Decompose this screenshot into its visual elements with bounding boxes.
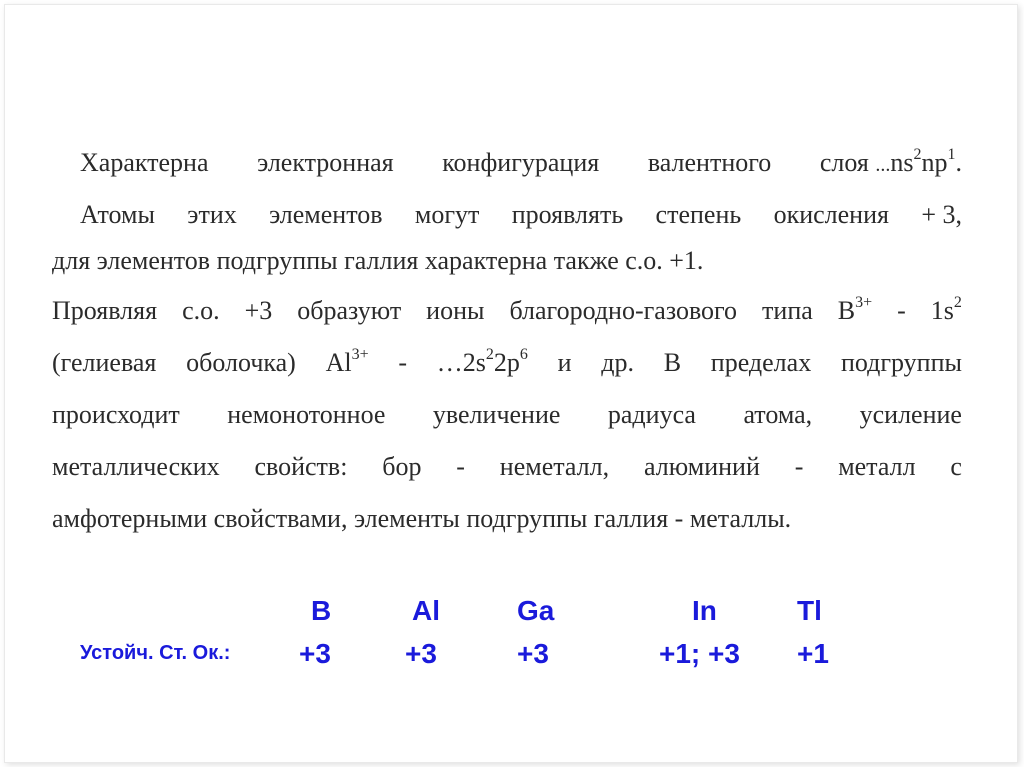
word: валентного [647, 148, 772, 177]
config-text: 1s [930, 296, 954, 325]
word: металл [838, 452, 916, 481]
word: увеличение [432, 400, 561, 429]
element-in: In [692, 595, 717, 626]
word: проявлять [511, 200, 624, 229]
word: алюминий [643, 452, 760, 481]
ion-al [326, 347, 369, 379]
paragraph-line-1 [52, 147, 962, 179]
ion-b [838, 295, 872, 327]
word: образуют [297, 296, 402, 325]
word: степень [655, 200, 742, 229]
element-b: B [311, 595, 332, 626]
formula-np-sup: 1 [947, 146, 956, 164]
word: - [794, 452, 804, 481]
word: элементов [269, 200, 383, 229]
word: ионы [426, 296, 485, 325]
formula-ns: ns [890, 148, 914, 177]
state-al: +3 [405, 638, 437, 669]
word: +3 [244, 296, 273, 325]
word: слоя [819, 148, 869, 177]
word: металлических [52, 452, 220, 481]
word: бор [382, 452, 422, 481]
ion-charge: 3+ [855, 294, 873, 312]
state-in: +1; +3 [659, 638, 740, 669]
ion-symbol: Al [325, 348, 352, 377]
paragraph-line-3: для элементов подгруппы галлия характерна также с.о. +1. [52, 246, 704, 275]
word: неметалл, [499, 452, 610, 481]
word: подгруппы [840, 348, 962, 377]
word: + 3, [921, 200, 962, 229]
word: немонотонное [227, 400, 386, 429]
row-label: Устойч. Ст. Ок.: [80, 642, 231, 664]
paragraph-line-8: амфотерными свойствами, элементы подгруппы галлия - металлы. [52, 504, 792, 533]
dash: - [398, 348, 407, 377]
word: могут [414, 200, 480, 229]
ellipsis: ... [875, 154, 891, 176]
element-al: Al [412, 595, 440, 626]
word: - [456, 452, 465, 481]
word: свойств: [254, 452, 348, 481]
config-sup: 2 [953, 294, 962, 312]
config-2s-sup: 2 [485, 346, 494, 364]
formula-group [820, 147, 962, 179]
word: типа [762, 296, 813, 325]
paragraph-line-5 [52, 347, 962, 379]
word: электронная [257, 148, 394, 177]
dash: - [897, 296, 906, 325]
ion-charge: 3+ [351, 346, 369, 364]
formula-ns-sup: 2 [913, 146, 922, 164]
paragraph-line-6 [52, 399, 962, 431]
word: окисления [773, 200, 889, 229]
word: Атомы [80, 200, 155, 229]
word: (гелиевая [52, 348, 157, 377]
word: с [950, 452, 962, 481]
paragraph-line-2 [52, 199, 962, 231]
word: др. [601, 348, 634, 377]
word: и [557, 348, 572, 377]
formula-np: np [921, 148, 948, 177]
paragraph-line-4 [52, 295, 962, 327]
state-b: +3 [299, 638, 331, 669]
word: атома, [743, 400, 813, 429]
element-ga: Ga [517, 595, 555, 626]
state-ga: +3 [517, 638, 549, 669]
config-2s: …2s [436, 348, 486, 377]
paragraph-line-7 [52, 451, 962, 483]
element-tl: Tl [797, 595, 822, 626]
word: усиление [859, 400, 962, 429]
word: пределах [710, 348, 812, 377]
word: конфигурация [442, 148, 600, 177]
word: Проявляя [52, 296, 158, 325]
oxidation-state-table [0, 590, 1024, 680]
word: с.о. [182, 296, 220, 325]
state-tl: +1 [797, 638, 829, 669]
word: радиуса [607, 400, 696, 429]
config-2p: 2p [493, 348, 520, 377]
word: благородно-газового [509, 296, 738, 325]
period: . [955, 148, 962, 177]
ion-symbol: B [837, 296, 856, 325]
config-1s [931, 295, 962, 327]
word: В [663, 348, 682, 377]
config-2p-sup: 6 [519, 346, 528, 364]
config-al [437, 347, 528, 379]
word: этих [187, 200, 237, 229]
word: оболочка) [186, 348, 296, 377]
word: происходит [52, 400, 180, 429]
word: Характерна [80, 148, 209, 177]
